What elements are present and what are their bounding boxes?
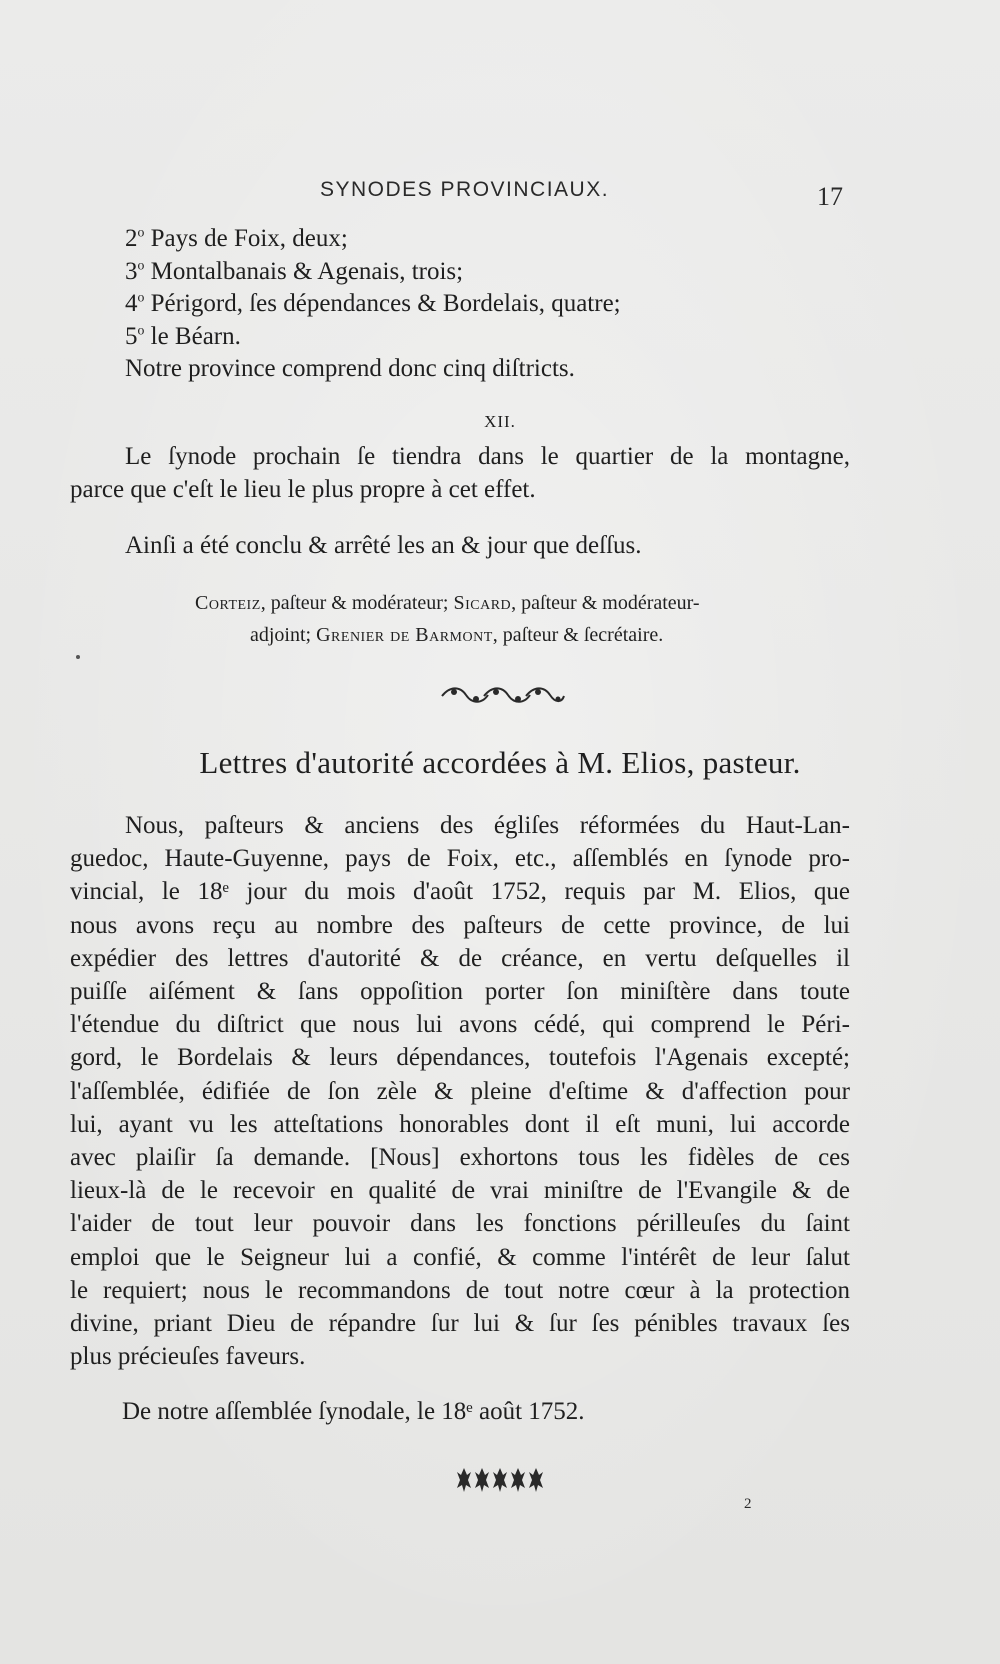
page-number: 17 <box>817 182 843 211</box>
ink-speck <box>76 655 80 659</box>
paragraph-line: plus précieuſes faveurs. <box>70 1343 306 1371</box>
letter-title: Lettres d'autorité accordées à M. Elios, pasteur. <box>199 745 801 780</box>
paragraph-line: lieux-là de le recevoir en qualité de vrai miniſtre de l'Evangile & de <box>70 1177 850 1205</box>
paragraph-line: lui, ayant vu les atteſtations honorables dont il eſt muni, lui accorde <box>70 1110 850 1138</box>
section-xii-paragraph <box>70 441 850 506</box>
paragraph-line: divine, priant Dieu de répandre ſur lui & ſur ſes pénibles travaux ſes <box>70 1310 850 1338</box>
fleuron-row-icon <box>455 1467 545 1493</box>
paragraph-line: emploi que le Seigneur lui a confié, & comme l'intérêt de leur ſalut <box>70 1243 850 1271</box>
page-header <box>0 178 1000 211</box>
floral-ornament-icon <box>438 684 566 706</box>
paragraph-line: Le ſynode prochain ſe tiendra dans le quartier de la montagne, <box>125 443 850 470</box>
paragraph-line: l'étendue du diſtrict que nous lui avons cédé, qui comprend le Péri- <box>70 1011 850 1039</box>
paragraph-line: avec plaiſir ſa demande. [Nous] exhortons tous les fidèles de ces <box>70 1144 850 1172</box>
list-summary: Notre province comprend donc cinq diſtricts. <box>125 355 575 382</box>
paragraph-line: guedoc, Haute-Guyenne, pays de Foix, etc., aſſemblés en ſynode pro- <box>70 845 850 873</box>
paragraph-line: vincial, le 18ᵉ jour du mois d'août 1752, requis par M. Elios, que <box>70 878 850 906</box>
paragraph-line: Nous, paſteurs & anciens des égliſes réformées du Haut-Lan- <box>125 812 850 839</box>
section-number: XII. <box>484 412 516 431</box>
signatory-name: Corteiz <box>195 592 261 614</box>
signature-line: adjoint; Grenier de Barmont, paſteur & ſecrétaire. <box>250 624 664 646</box>
paragraph-line: parce que c'eſt le lieu le plus propre à cet effet. <box>70 475 536 503</box>
running-head: SYNODES PROVINCIAUX. <box>320 178 610 201</box>
paragraph-line: le requiert; nous le recommandons de tout notre cœur à la protection <box>70 1276 850 1304</box>
paragraph-line: gord, le Bordelais & leurs dépendances, toutefois l'Agenais excepté; <box>70 1044 850 1072</box>
district-list <box>70 223 850 386</box>
list-item: 5$^o$ le Béarn. <box>125 322 241 350</box>
signatory-name: Grenier de Barmont <box>316 624 493 646</box>
paragraph-line: puiſſe aiſément & ſans oppoſition porter ſon miniſtère dans toute <box>70 978 850 1006</box>
signatures <box>100 587 840 651</box>
paragraph-line: l'aider de tout leur pouvoir dans les fonctions périlleuſes du ſaint <box>70 1210 850 1238</box>
paragraph-line: expédier des lettres d'autorité & de créance, en vertu deſquelles il <box>70 944 850 972</box>
list-item: 4$^o$ Périgord, ſes dépendances & Bordelais, quatre; <box>125 289 621 317</box>
paragraph-line: l'aſſemblée, édifiée de ſon zèle & pleine d'eſtime & d'affection pour <box>70 1077 850 1105</box>
list-item: 3$^o$ Montalbanais & Agenais, trois; <box>125 257 464 285</box>
list-item: 2$^o$ Pays de Foix, deux; <box>125 224 348 252</box>
closing-line: De notre aſſemblée ſynodale, le 18ᵉ août 1752. <box>122 1398 585 1425</box>
signatory-name: Sicard <box>453 592 512 614</box>
paragraph-line: nous avons reçu au nombre des paſteurs de cette province, de lui <box>70 911 850 939</box>
letter-body <box>70 809 850 1373</box>
conclusion-line: Ainſi a été conclu & arrêté les an & jour que deſſus. <box>125 532 642 559</box>
signature-line: Corteiz, paſteur & modérateur; Sicard, paſteur & modérateur- <box>195 592 700 614</box>
signature-mark: 2 <box>744 1496 752 1512</box>
